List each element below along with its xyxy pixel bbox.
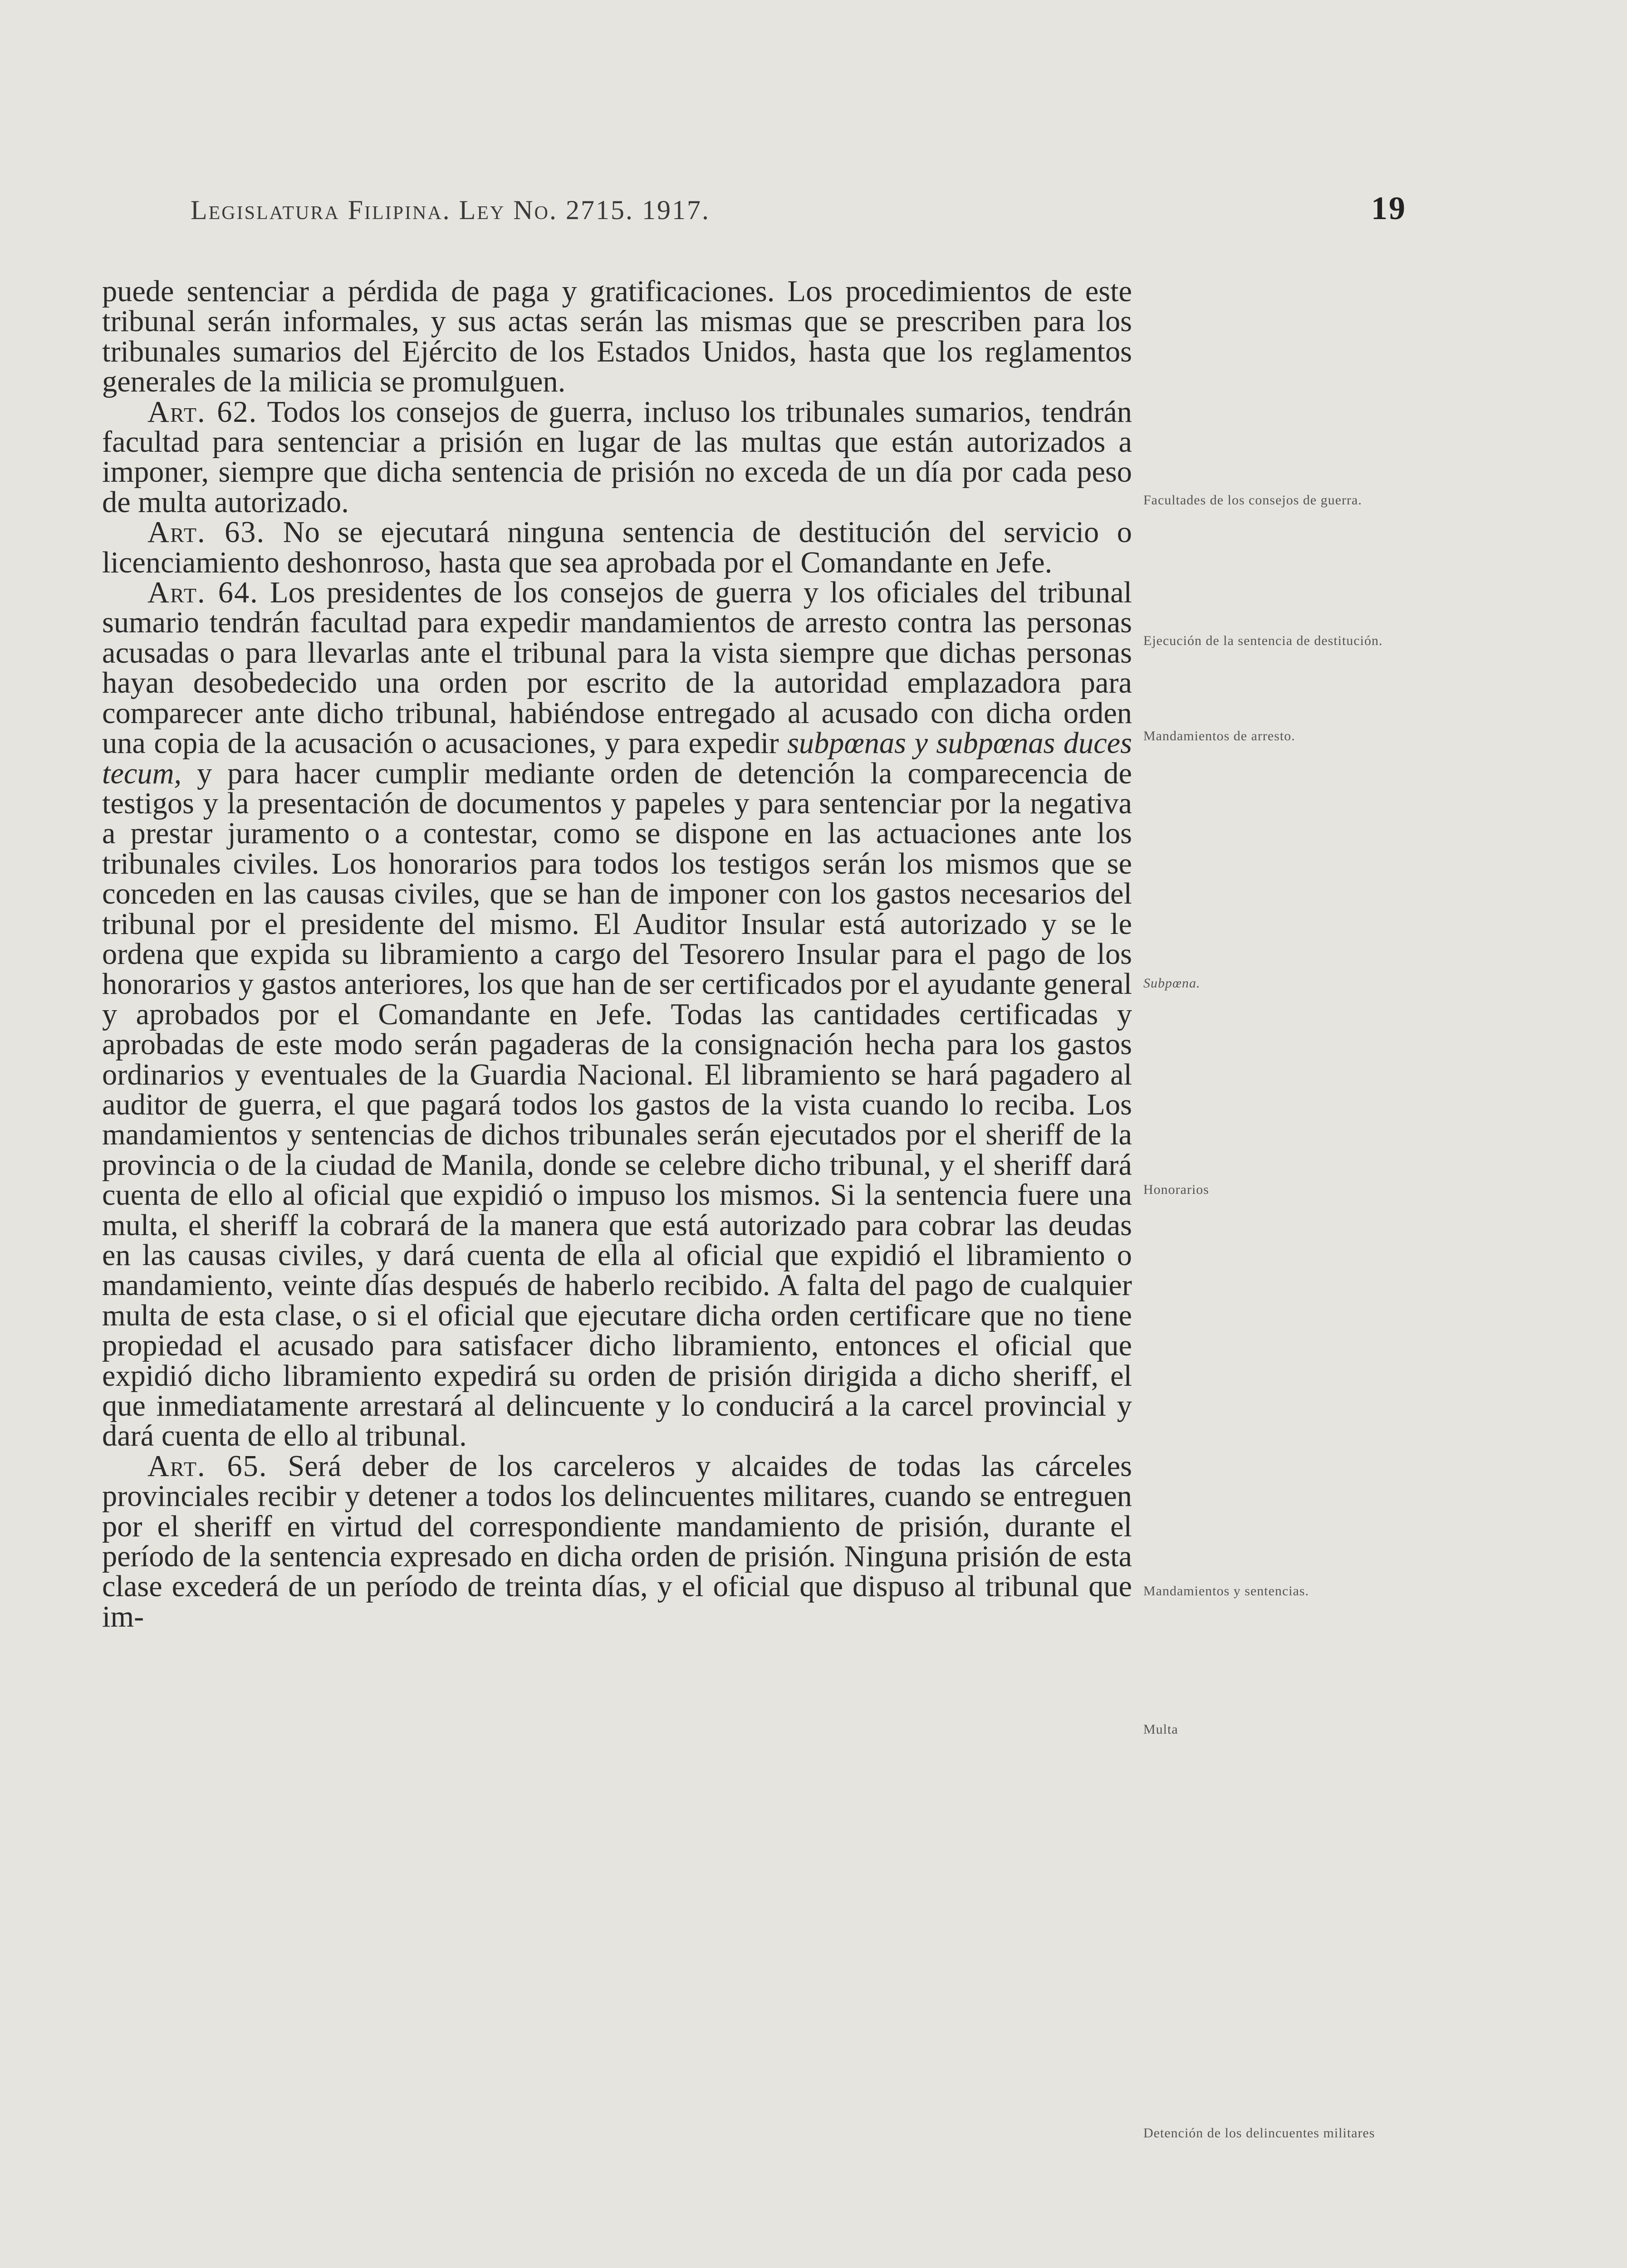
margin-note-multa: Multa [1143,1722,1178,1737]
margin-note-mandamientos-sentencias: Mandamientos y sentencias. [1143,1584,1309,1598]
article-label: Art. 63. [147,516,265,549]
article-64 [102,578,1132,1452]
article-text: Los presidentes de los consejos de guerra y los oficiales del tribunal sumario tendrán facultad para expedir mandamientos de arresto contra las personas acusadas o para llevarlas ante el tribunal para la vista siempre que dichas personas hayan desobedecido una orden por escrito de la autoridad emplazadora para comparecer ante dicho tribunal, habiéndose entregado al acusado con dicha orden una copia de la acusación o acusaciones, y para expedir [102,576,1132,760]
margin-note-subpoena: Subpœna. [1143,976,1201,991]
article-label: Art. 65. [147,1449,268,1483]
margin-note-facultades: Facultades de los consejos de guerra. [1143,493,1362,508]
article-text-continued: y para hacer cumplir mediante orden de detención la comparecencia de testigos y la presentación de documentos y papeles y para sentenciar por la negativa a prestar juramento o a contestar, como se dispone en las actuaciones ante los tribunales civiles. Los honorarios para todos los testigos serán los mismos que se conceden en las causas civiles, que se han de imponer con los gastos necesarios del tribunal por el presidente del mismo. El Auditor Insular está autorizado y se le ordena que expida su libramiento a cargo del Tesorero Insular para el pago de los honorarios y gastos anteriores, los que han de ser certificados por el ayudante general y aprobados por el Comandante en Jefe. Todas las cantidades certificadas y aprobadas de este modo serán pagaderas de la consignación hecha para los gastos ordinarios y eventuales de la Guardia Nacional. El libramiento se hará pagadero al auditor de guerra, el que pagará todos los gastos de la vista cuando lo reciba. Los mandamientos y sentencias de dichos tribunales serán ejecutados por el sheriff de la provincia o de la ciudad de Manila, donde se celebre dicho tribunal, y el sheriff dará cuenta de ello al oficial que expidió o impuso los mismos. Si la sentencia fuere una multa, el sheriff la cobrará de la manera que está autorizado para cobrar las deudas en las causas civiles, y dará cuenta de ella al oficial que expidió el libramiento o mandamiento, veinte días después de haberlo recibido. A falta del pago de cualquier multa de esta clase, o si el oficial que ejecutare dicha orden certificare que no tiene propiedad el acusado para satisfacer dicho libramiento, entonces el oficial que expidió dicho libramiento expedirá su orden de prisión dirigida a dicho sheriff, el que inmediatamente arrestará al delincuente y lo conducirá a la carcel provincial y dará cuenta de ello al tribunal. [102,757,1132,1453]
article-text: No se ejecutará ninguna sentencia de destitución del servicio o licenciamiento deshonroso, hasta que sea aprobada por el Comandante en Jefe. [102,516,1132,579]
article-63 [102,518,1132,578]
article-label: Art. 64. [147,576,259,610]
margin-note-honorarios: Honorarios [1143,1182,1209,1197]
page-number: 19 [1371,190,1406,226]
article-62 [102,397,1132,518]
article-text: Será deber de los carceleros y alcaides de todas las cárceles provinciales recibir y detener a todos los delincuentes militares, cuando se entreguen por el sheriff en virtud del correspondiente mandamiento de prisión, durante el período de la sentencia expresado en dicha orden de prisión. Ninguna prisión de esta clase excederá de un período de treinta días, y el oficial que dispuso al tribunal que im- [102,1449,1132,1633]
body-text [102,277,1132,1632]
article-label: Art. 62. [147,395,258,429]
running-header [191,190,1406,227]
latin-term: subpœnas y subpœnas duces tecum, [102,727,1132,790]
article-65 [102,1449,1132,1633]
margin-note-detencion: Detención de los delincuentes militares [1143,2126,1375,2141]
running-title: Legislatura Filipina. Ley No. 2715. 1917. [191,195,710,225]
paragraph-intro [102,277,1132,397]
margin-note-mandamientos-arresto: Mandamientos de arresto. [1143,728,1295,743]
article-text: Todos los consejos de guerra, incluso los tribunales sumarios, tendrán facultad para sentenciar a prisión en lugar de las multas que están autorizados a imponer, siempre que dicha sentencia de prisión no exceda de un día por cada peso de multa autorizado. [102,395,1132,519]
margin-note-ejecucion: Ejecución de la sentencia de destitución. [1143,633,1383,648]
paragraph-text: puede sentenciar a pérdida de paga y gratificaciones. Los procedimientos de este tribunal serán informales, y sus actas serán las mismas que se prescriben para los tribunales sumarios del Ejército de los Estados Unidos, hasta que los reglamentos generales de la milicia se promulguen. [102,275,1132,399]
